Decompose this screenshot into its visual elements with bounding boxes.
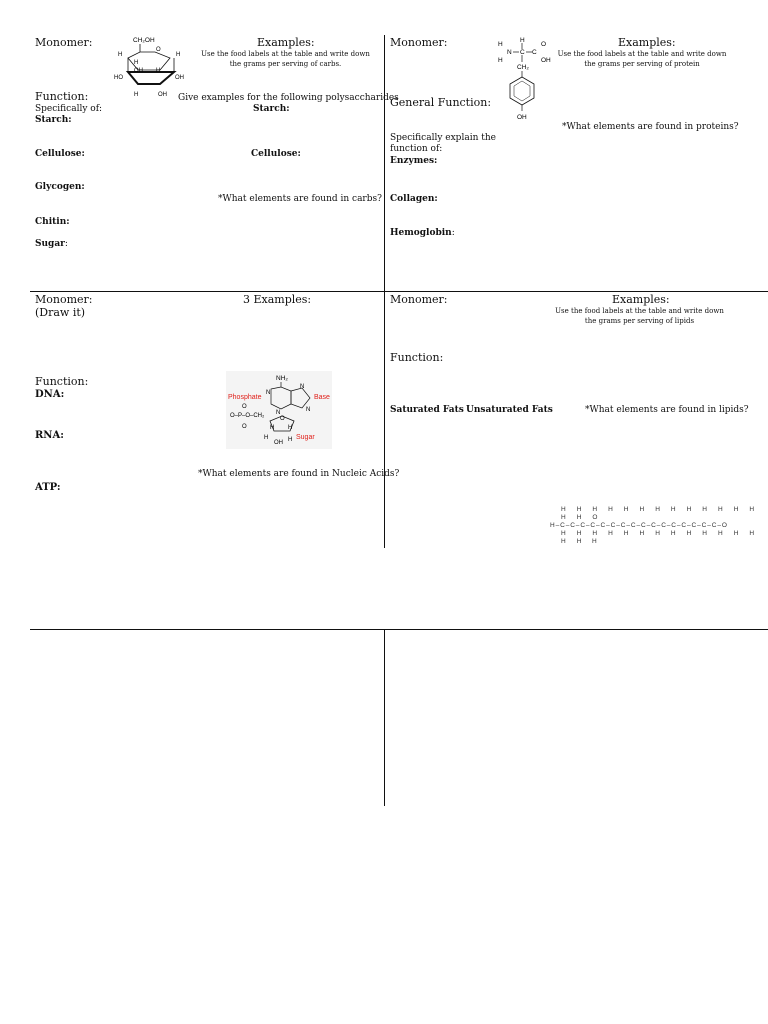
- starch-label: Starch:: [35, 115, 72, 125]
- hemoglobin-label-text: Hemoglobin: [390, 228, 452, 238]
- proteins-specifically-label: Specifically explain the function of:: [390, 133, 496, 154]
- proteins-elements-question: *What elements are found in proteins?: [562, 122, 739, 132]
- unsaturated-fats-label: Unsaturated Fats: [466, 405, 553, 415]
- svg-text:O: O: [242, 424, 247, 430]
- nucleic-function-label: Function:: [35, 375, 89, 388]
- svg-text:O: O: [280, 416, 285, 422]
- svg-text:N: N: [306, 407, 311, 413]
- svg-text:O: O: [541, 41, 547, 48]
- lipids-elements-question: *What elements are found in lipids?: [585, 405, 749, 415]
- svg-text:N: N: [276, 410, 281, 416]
- glycogen-label: Glycogen:: [35, 182, 85, 192]
- nucleotide-structure-icon: [226, 371, 332, 449]
- svg-text:NH₂: NH₂: [276, 375, 288, 382]
- horizontal-divider-middle: [30, 291, 768, 292]
- enzymes-label: Enzymes:: [390, 156, 438, 166]
- svg-text:H: H: [134, 60, 139, 66]
- svg-text:O: O: [156, 47, 161, 53]
- starch-example-label: Starch:: [253, 104, 290, 114]
- svg-text:H: H: [134, 92, 139, 98]
- lipids-examples-label: Examples:: [612, 293, 670, 306]
- nucleic-monomer-label: Monomer:: [35, 293, 93, 306]
- svg-text:N: N: [300, 384, 305, 390]
- svg-text:CH₂OH: CH₂OH: [133, 37, 155, 44]
- svg-text:OH: OH: [175, 75, 184, 81]
- saturated-fats-label: Saturated Fats: [390, 405, 464, 415]
- lipids-function-label: Function:: [390, 351, 444, 364]
- carbs-give-examples: Give examples for the following polysaccharides: [178, 93, 399, 103]
- rna-label: RNA:: [35, 430, 64, 441]
- svg-text:H: H: [498, 57, 503, 64]
- carbs-specifically-label: Specifically of:: [35, 104, 103, 114]
- carbs-monomer-label: Monomer:: [35, 36, 93, 49]
- svg-text:H: H: [264, 435, 269, 441]
- svg-text:OH: OH: [274, 440, 283, 446]
- svg-text:H: H: [520, 37, 525, 44]
- chitin-label: Chitin:: [35, 217, 70, 227]
- horizontal-divider-bottom: [30, 629, 768, 630]
- svg-text:OH: OH: [541, 57, 551, 64]
- lipids-instructions: Use the food labels at the table and write down the grams per serving of lipids: [555, 307, 724, 325]
- proteins-monomer-label: Monomer:: [390, 36, 448, 49]
- svg-text:H: H: [288, 437, 293, 443]
- svg-text:H: H: [270, 425, 275, 431]
- atp-label: ATP:: [35, 482, 61, 493]
- amino-acid-structure-icon: [495, 34, 557, 124]
- svg-text:HO: HO: [114, 75, 123, 81]
- sugar-label: [35, 239, 68, 249]
- hemoglobin-label-colon: :: [451, 228, 455, 238]
- svg-text:C: C: [520, 49, 525, 56]
- cellulose-example-label: Cellulose:: [251, 149, 301, 159]
- svg-text:Phosphate: Phosphate: [228, 394, 262, 401]
- proteins-instructions: Use the food labels at the table and write down the grams per serving of protein: [557, 50, 727, 68]
- fatty-acid-bottom-hydrogens: [550, 530, 768, 546]
- svg-text:O–P–O–CH₂: O–P–O–CH₂: [230, 413, 265, 419]
- svg-text:H: H: [288, 425, 293, 431]
- sugar-label-colon: :: [64, 239, 68, 249]
- dna-label: DNA:: [35, 389, 65, 400]
- proteins-general-function-label: General Function:: [390, 96, 492, 109]
- svg-text:Base: Base: [314, 394, 330, 401]
- hemoglobin-label: [390, 228, 455, 238]
- nucleic-elements-question: *What elements are found in Nucleic Acids?: [198, 469, 400, 479]
- vertical-divider-bottom: [384, 629, 385, 806]
- fatty-acid-top-hydrogens: H H H H H H H H H H H H H H H O: [561, 506, 759, 521]
- sugar-label-text: Sugar: [35, 239, 65, 249]
- svg-text:H: H: [118, 52, 123, 58]
- svg-text:N: N: [507, 49, 512, 56]
- fatty-acid-h-end: H: [592, 538, 602, 545]
- fatty-acid-backbone: H–C–C–C–C–C–C–C–C–C–C–C–C–C–C–C–C–O: [550, 522, 728, 529]
- carbs-function-label: Function:: [35, 90, 89, 103]
- carbs-instructions: Use the food labels at the table and write down the grams per serving of carbs.: [201, 50, 370, 68]
- lipids-monomer-label: Monomer:: [390, 293, 448, 306]
- svg-text:Sugar: Sugar: [296, 434, 315, 441]
- svg-text:H: H: [176, 52, 181, 58]
- nucleic-examples-label: 3 Examples:: [243, 293, 312, 306]
- proteins-examples-label: Examples:: [618, 36, 676, 49]
- fatty-acid-bottom-h-row: H H H H H H H H H H H H H H H: [561, 530, 759, 545]
- svg-text:N: N: [266, 390, 271, 396]
- svg-text:H: H: [498, 41, 503, 48]
- svg-text:C: C: [532, 49, 537, 56]
- fatty-acid-structure: [550, 506, 768, 546]
- svg-text:H: H: [156, 68, 161, 74]
- cellulose-label: Cellulose:: [35, 149, 85, 159]
- svg-text:O: O: [242, 404, 247, 410]
- svg-text:CH₂: CH₂: [517, 64, 529, 71]
- carbs-elements-question: *What elements are found in carbs?: [218, 194, 382, 204]
- svg-text:OH: OH: [158, 92, 167, 98]
- svg-text:OH: OH: [134, 68, 143, 74]
- svg-text:OH: OH: [517, 114, 527, 121]
- nucleic-draw-it-label: (Draw it): [35, 306, 86, 319]
- carbs-examples-label: Examples:: [257, 36, 315, 49]
- collagen-label: Collagen:: [390, 194, 438, 204]
- glucose-structure-icon: [110, 32, 190, 100]
